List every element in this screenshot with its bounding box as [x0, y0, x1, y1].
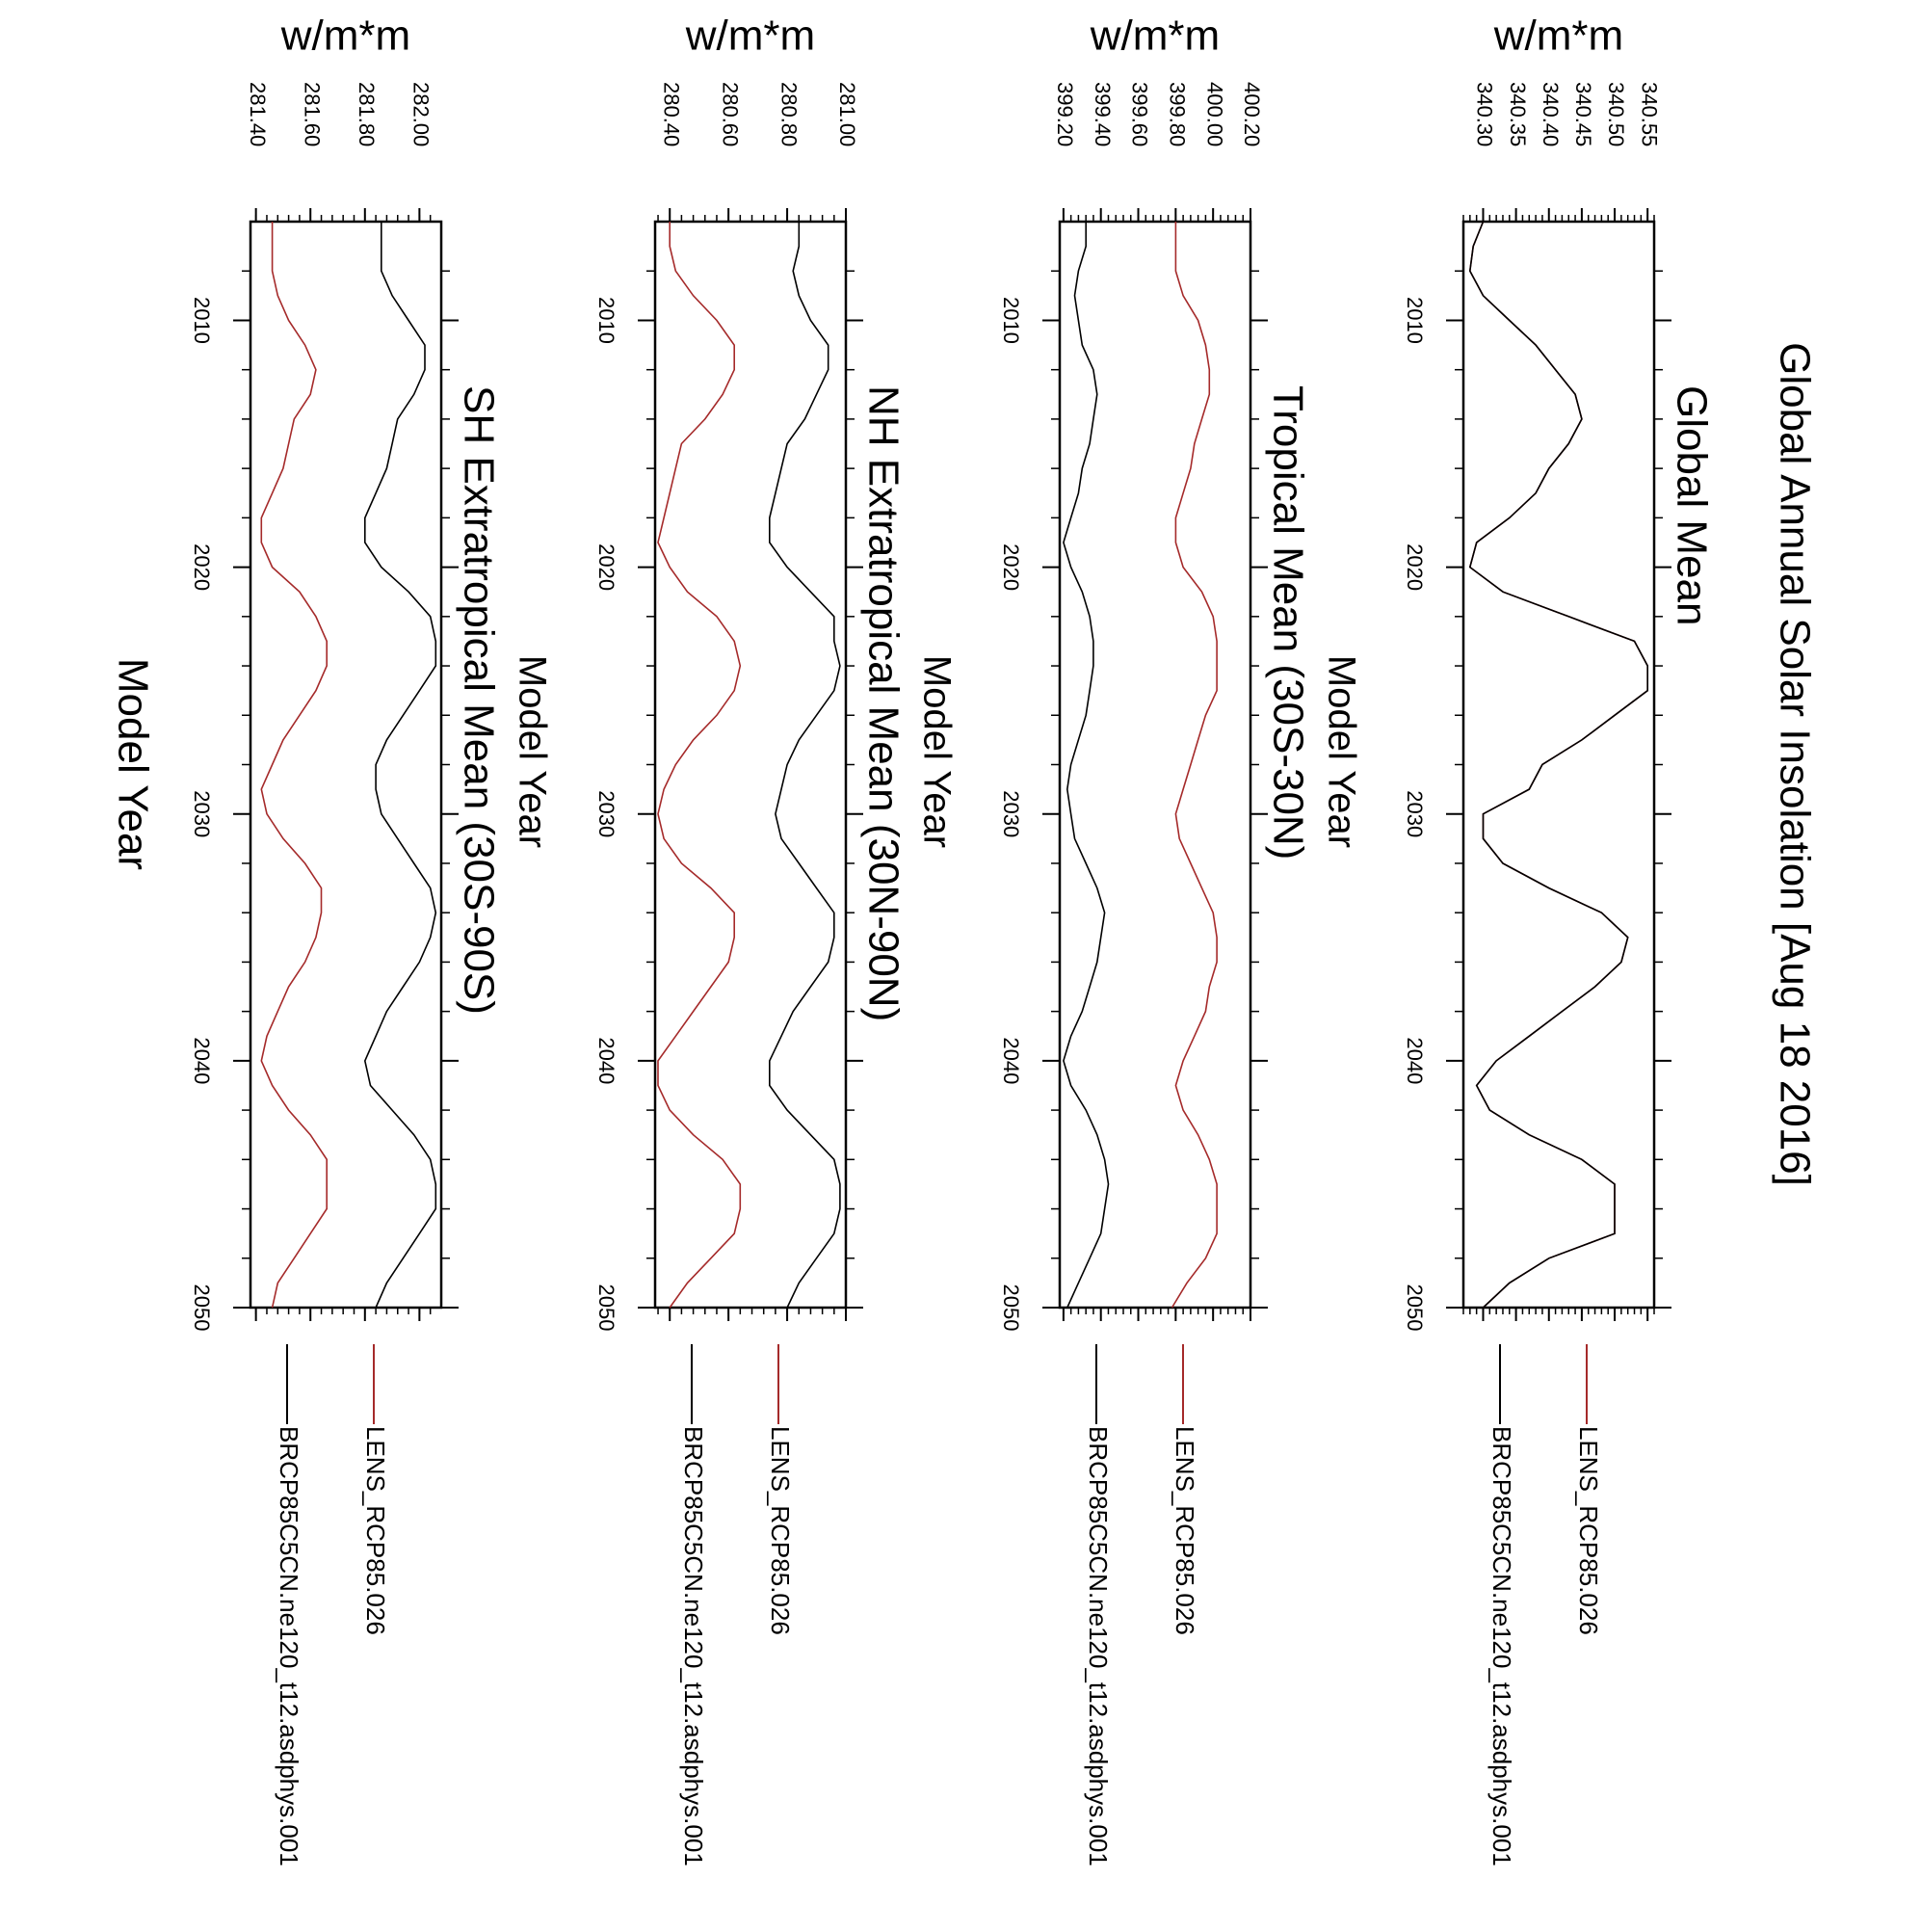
series-line-lens: [658, 222, 740, 1308]
x-tick-label: 2010: [1403, 296, 1428, 344]
x-tick-label: 2030: [1403, 790, 1428, 838]
x-tick-label: 2010: [594, 296, 619, 344]
x-tick-label: 2050: [999, 1284, 1024, 1332]
panel-title: Global Mean: [1668, 385, 1716, 626]
y-tick-label: 340.55: [1637, 82, 1662, 147]
x-axis-label: Model Year: [915, 654, 959, 849]
y-tick-label: 280.80: [776, 82, 802, 147]
panel-2: [999, 13, 1362, 1866]
x-tick-label: 2020: [594, 543, 619, 592]
panel-title: Tropical Mean (30S-30N): [1264, 385, 1312, 860]
x-tick-label: 2020: [999, 543, 1024, 592]
series-line-brcp: [365, 222, 436, 1308]
series-line-brcp: [770, 222, 840, 1308]
y-axis-label: w/m*m: [280, 12, 411, 60]
legend-label: LENS_RCP85.026: [361, 1426, 391, 1635]
y-tick-label: 281.80: [354, 82, 379, 147]
x-axis-label: Model Year: [511, 654, 554, 849]
y-tick-label: 399.80: [1165, 82, 1190, 147]
y-tick-label: 400.20: [1240, 82, 1265, 147]
y-axis-label: w/m*m: [685, 12, 816, 60]
x-tick-label: 2030: [999, 790, 1024, 838]
plot-frame: [655, 222, 846, 1308]
figure-title: Global Annual Solar Insolation [Aug 18 2016]: [1771, 342, 1819, 1186]
y-tick-label: 400.00: [1202, 82, 1227, 147]
legend-label: LENS_RCP85.026: [1171, 1426, 1200, 1635]
x-tick-label: 2010: [999, 296, 1024, 344]
y-tick-label: 340.45: [1571, 82, 1596, 147]
y-tick-label: 340.40: [1538, 82, 1563, 147]
legend-label: BRCP85C5CN.ne120_t12.asdphys.001: [1084, 1426, 1114, 1866]
x-tick-label: 2040: [190, 1037, 215, 1085]
y-tick-label: 399.20: [1053, 82, 1078, 147]
plot-frame: [250, 222, 441, 1308]
y-tick-label: 399.40: [1090, 82, 1115, 147]
legend-label: BRCP85C5CN.ne120_t12.asdphys.001: [1487, 1426, 1517, 1866]
series-line-brcp: [1064, 222, 1109, 1308]
series-line-brcp: [1470, 222, 1647, 1308]
x-tick-label: 2020: [190, 543, 215, 592]
panel-title: SH Extratropical Mean (30S-90S): [455, 385, 503, 1015]
x-tick-label: 2050: [594, 1284, 619, 1332]
y-tick-label: 282.00: [408, 82, 434, 147]
y-tick-label: 281.60: [300, 82, 325, 147]
series-line-lens: [261, 222, 327, 1308]
series-line-lens: [1470, 222, 1647, 1308]
plot-frame: [1463, 222, 1654, 1308]
y-tick-label: 340.35: [1505, 82, 1530, 147]
x-tick-label: 2050: [190, 1284, 215, 1332]
panel-4: [190, 13, 553, 1866]
y-tick-label: 281.00: [835, 82, 860, 147]
x-tick-label: 2030: [190, 790, 215, 838]
panel-1: [1403, 13, 1715, 1866]
bottom-x-axis-label: Model Year: [109, 657, 157, 871]
y-tick-label: 399.60: [1127, 82, 1152, 147]
y-axis-label: w/m*m: [1493, 12, 1624, 60]
x-tick-label: 2030: [594, 790, 619, 838]
panel-title: NH Extratropical Mean (30N-90N): [859, 385, 908, 1022]
legend-label: LENS_RCP85.026: [766, 1426, 796, 1635]
y-axis-label: w/m*m: [1090, 12, 1221, 60]
x-tick-label: 2020: [1403, 543, 1428, 592]
x-tick-label: 2040: [594, 1037, 619, 1085]
y-tick-label: 280.60: [718, 82, 743, 147]
panel-3: [594, 13, 958, 1866]
legend-label: LENS_RCP85.026: [1574, 1426, 1604, 1635]
x-axis-label: Model Year: [1320, 654, 1363, 849]
y-tick-label: 281.40: [245, 82, 270, 147]
y-tick-label: 340.50: [1604, 82, 1629, 147]
legend-label: BRCP85C5CN.ne120_t12.asdphys.001: [275, 1426, 304, 1866]
y-tick-label: 340.30: [1472, 82, 1497, 147]
plot-frame: [1060, 222, 1250, 1308]
x-tick-label: 2010: [190, 296, 215, 344]
series-line-lens: [1172, 222, 1218, 1308]
x-tick-label: 2040: [1403, 1037, 1428, 1085]
x-tick-label: 2040: [999, 1037, 1024, 1085]
y-tick-label: 280.40: [659, 82, 684, 147]
x-tick-label: 2050: [1403, 1284, 1428, 1332]
legend-label: BRCP85C5CN.ne120_t12.asdphys.001: [679, 1426, 709, 1866]
